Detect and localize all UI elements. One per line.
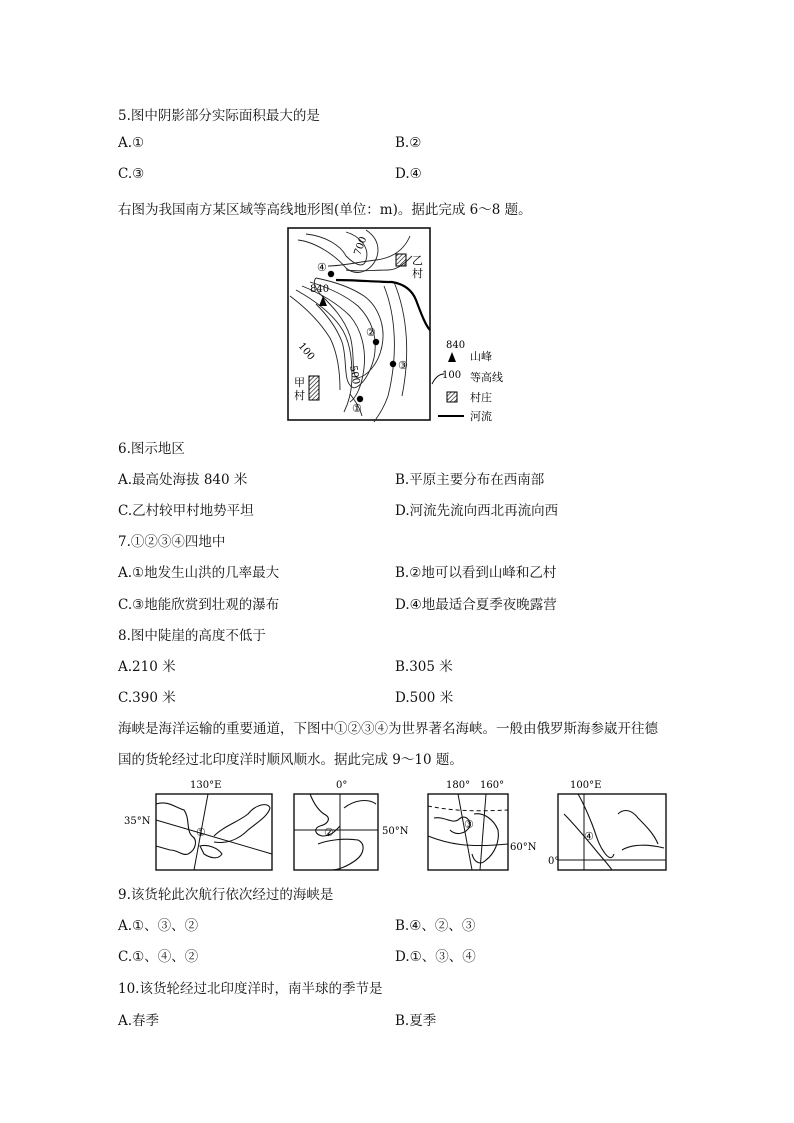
q7-option-d: D.④地最适合夏季夜晚露营 xyxy=(395,597,557,613)
village-jia-label-1: 甲 xyxy=(294,376,305,389)
strait-map-2-frame xyxy=(294,794,378,870)
intro-questions-9-10-line-2: 国的货轮经过北印度洋时顺风顺水。据此完成 9～10 题。 xyxy=(118,752,463,768)
strait-maps-figure xyxy=(118,774,674,876)
point-3-label: ③ xyxy=(398,359,408,372)
strait-map-2-mark: ② xyxy=(324,826,334,839)
strait-map-3-lat: 60°N xyxy=(510,842,537,853)
legend-peak-label: 山峰 xyxy=(470,350,492,363)
point-4-label: ④ xyxy=(317,261,327,274)
q9-option-d: D.①、③、④ xyxy=(395,949,476,965)
point-2-dot xyxy=(373,339,379,345)
strait-map-3-frame xyxy=(428,794,508,870)
strait-map-1 xyxy=(124,780,272,870)
village-yi-label-1: 乙 xyxy=(412,254,423,267)
q5-option-b: B.② xyxy=(395,135,422,151)
legend-peak-icon xyxy=(448,352,456,362)
question-7-stem: 7.①②③④四地中 xyxy=(118,534,226,550)
strait-map-4-mark: ④ xyxy=(584,830,594,843)
q6-option-a: A.最高处海拔 840 米 xyxy=(118,472,248,488)
q5-option-d: D.④ xyxy=(395,166,422,182)
q8-option-d: D.500 米 xyxy=(395,690,454,706)
intro-questions-6-8: 右图为我国南方某区域等高线地形图(单位：m)。据此完成 6～8 题。 xyxy=(118,202,532,218)
q7-option-b: B.②地可以看到山峰和乙村 xyxy=(395,565,557,581)
strait-map-3-lon-1: 180° xyxy=(446,780,471,791)
strait-map-2-lat: 50°N xyxy=(382,826,409,837)
strait-map-3-lon-2: 160° xyxy=(480,780,505,791)
label-840: 840 xyxy=(310,284,330,295)
question-9-stem: 9.该货轮此次航行依次经过的海峡是 xyxy=(118,887,334,903)
intro-questions-9-10-line-1: 海峡是海洋运输的重要通道，下图中①②③④为世界著名海峡。一般由俄罗斯海参崴开往德 xyxy=(118,721,658,737)
question-10-stem: 10.该货轮经过北印度洋时，南半球的季节是 xyxy=(118,981,383,997)
strait-map-3 xyxy=(428,780,537,870)
strait-map-1-lon: 130°E xyxy=(190,780,222,791)
q10-option-a: A.春季 xyxy=(118,1013,160,1029)
strait-map-3-mark: ③ xyxy=(464,818,474,831)
contour-map-legend xyxy=(432,340,503,423)
strait-map-4-lon: 100°E xyxy=(570,780,602,791)
strait-map-2-lon: 0° xyxy=(336,780,348,791)
q10-option-b: B.夏季 xyxy=(395,1013,437,1029)
question-8-stem: 8.图中陡崖的高度不低于 xyxy=(118,628,266,644)
strait-map-4-lat: 0° xyxy=(548,856,560,867)
q8-option-a: A.210 米 xyxy=(118,659,176,675)
q5-option-c: C.③ xyxy=(118,166,145,182)
strait-map-1-mark: ① xyxy=(196,826,206,839)
q8-option-b: B.305 米 xyxy=(395,659,453,675)
q6-option-b: B.平原主要分布在西南部 xyxy=(395,472,545,488)
legend-river-label: 河流 xyxy=(470,410,492,423)
question-6-stem: 6.图示地区 xyxy=(118,441,185,457)
legend-village-icon xyxy=(447,392,457,402)
village-yi-label-2: 村 xyxy=(412,267,423,280)
q9-option-b: B.④、②、③ xyxy=(395,918,476,934)
label-700: 700 xyxy=(352,235,370,258)
village-yi-icon xyxy=(396,254,406,266)
legend-peak-value: 840 xyxy=(446,340,466,351)
question-5-stem: 5.图中阴影部分实际面积最大的是 xyxy=(118,108,320,124)
legend-contour-value: 100 xyxy=(442,370,462,381)
label-100: 100 xyxy=(295,340,317,363)
point-1-label: ① xyxy=(352,402,362,415)
q7-option-a: A.①地发生山洪的几率最大 xyxy=(118,565,280,581)
point-3-dot xyxy=(390,361,396,367)
village-jia-icon xyxy=(309,376,319,400)
contour-map-figure xyxy=(286,226,510,424)
village-jia-label-2: 村 xyxy=(294,389,305,402)
legend-village-label: 村庄 xyxy=(470,391,492,404)
q6-option-d: D.河流先流向西北再流向西 xyxy=(395,503,559,519)
strait-map-2 xyxy=(294,780,409,870)
q8-option-c: C.390 米 xyxy=(118,690,176,706)
strait-map-1-lat: 35°N xyxy=(124,816,151,827)
strait-map-4 xyxy=(548,780,666,870)
strait-map-4-frame xyxy=(558,794,666,870)
point-2-label: ② xyxy=(366,326,376,339)
q7-option-c: C.③地能欣赏到壮观的瀑布 xyxy=(118,597,280,613)
legend-contour-label: 等高线 xyxy=(470,371,503,384)
q5-option-a: A.① xyxy=(118,135,145,151)
q6-option-c: C.乙村较甲村地势平坦 xyxy=(118,503,254,519)
point-4-dot xyxy=(328,271,334,277)
q9-option-c: C.①、④、② xyxy=(118,949,199,965)
label-500: 500 xyxy=(347,364,362,386)
q9-option-a: A.①、③、② xyxy=(118,918,199,934)
